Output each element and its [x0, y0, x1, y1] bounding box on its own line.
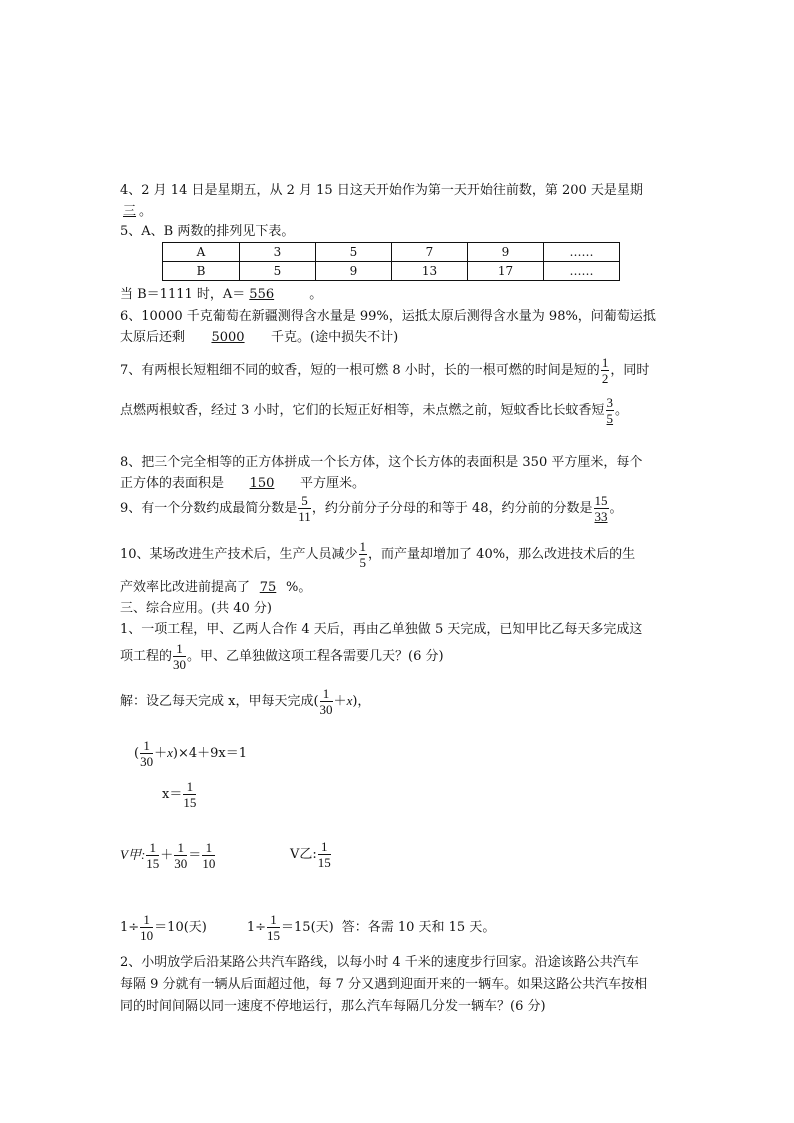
q10-line2: 产效率比改进前提高了 75 %。 — [120, 580, 312, 595]
p2-line2: 每隔 9 分就有一辆从后面超过他，每 7 分又遇到迎面开来的一辆车。如果这路公共汽车按相 — [120, 977, 648, 992]
q5-answer: 556 — [249, 287, 275, 302]
table-row — [163, 262, 620, 281]
section3-title: 三、综合应用。(共 40 分) — [120, 601, 272, 616]
table-cell: 3 — [240, 243, 316, 262]
fraction: $\frac{1}{10}$ — [140, 912, 154, 943]
q4-line1: 4、2 月 14 日是星期五，从 2 月 15 日这天开始作为第一天开始往前数，第 200 天是星期 — [120, 183, 643, 198]
p1-days: 1÷ $\frac{1}{10}$ ＝10(天) 1÷ $\frac{1}{15}$ ＝15(天) 答：各需 10 天和 15 天。 — [120, 912, 496, 943]
p1-line1: 1、一项工程，甲、乙两人合作 4 天后，再由乙单独做 5 天完成，已知甲比乙每天多完成这 — [120, 622, 643, 637]
p1-solution: 解：设乙每天完成 x，甲每天完成( $\frac{1}{30}$ ＋x)， — [120, 686, 371, 717]
q5-result: 当 B＝1111 时，A＝ 556 。 — [120, 287, 323, 302]
q6-line1: 6、10000 千克葡萄在新疆测得含水量是 99%，运抵太原后测得含水量为 98%，问葡萄运抵 — [120, 309, 656, 324]
fraction: $\frac{1}{15}$ — [146, 840, 160, 871]
q9-line: 9、有一个分数约成最简分数是 $\frac{5}{11}$ ，约分前分子分母的和等于 48，约分前的分数是 $\frac{15}{33}$ 。 — [120, 493, 623, 524]
q7-line2: 点燃两根蚊香，经过 3 小时，它们的长短正好相等，未点燃之前，短蚊香比长蚊香短 $\frac{3}{5}$ 。 — [120, 395, 629, 426]
table-cell: A — [163, 243, 240, 262]
q7-line1: 7、有两根长短粗细不同的蚊香，短的一根可燃 8 小时，长的一根可燃的时间是短的 $\frac{1}{2}$ ，同时 — [120, 355, 650, 386]
table-cell: 13 — [392, 262, 468, 281]
fraction: $\frac{1}{15}$ — [183, 779, 197, 810]
fraction: $\frac{1}{30}$ — [174, 840, 188, 871]
q9-answer: $\frac{15}{33}$ — [594, 493, 608, 524]
table-cell: 5 — [316, 243, 392, 262]
p1-speed-jia: V甲: $\frac{1}{15}$ ＋ $\frac{1}{30}$ ＝ $\frac{1}{10}$ — [120, 840, 216, 871]
table-cell: …… — [544, 243, 620, 262]
p1-answer: 答：各需 10 天和 15 天。 — [341, 920, 496, 935]
table-cell: 9 — [468, 243, 544, 262]
table-cell: B — [163, 262, 240, 281]
q6-line2: 太原后还剩 5000 千克。(途中损失不计) — [120, 330, 399, 345]
p2-line1: 2、小明放学后沿某路公共汽车路线，以每小时 4 千米的速度步行回家。沿途该路公共汽车 — [120, 955, 639, 970]
q8-line1: 8、把三个完全相等的正方体拼成一个长方体，这个长方体的表面积是 350 平方厘米，每个 — [120, 455, 643, 470]
table-cell: 7 — [392, 243, 468, 262]
p1-fraction: $\frac{1}{30}$ — [173, 641, 187, 672]
q8-answer: 150 — [249, 476, 275, 491]
q4-line2: 三 。 — [120, 204, 152, 220]
q5-table — [162, 242, 620, 281]
p1-line2: 项工程的 $\frac{1}{30}$ 。甲、乙单独做这项工程各需要几天？(6 分) — [120, 641, 444, 672]
q10-fraction: $\frac{1}{5}$ — [359, 539, 367, 570]
fraction: $\frac{1}{30}$ — [319, 686, 333, 717]
fraction: $\frac{1}{30}$ — [140, 738, 154, 769]
fraction: $\frac{1}{15}$ — [317, 839, 331, 870]
p1-speed-yi: V乙: $\frac{1}{15}$ — [290, 839, 331, 870]
table-row — [163, 243, 620, 262]
table-cell: 9 — [316, 262, 392, 281]
q10-line1: 10、某场改进生产技术后，生产人员减少 $\frac{1}{5}$ ，而产量却增加了 40%，那么改进技术后的生 — [120, 539, 636, 570]
table-cell: …… — [544, 262, 620, 281]
q4-answer: 三 — [123, 204, 137, 219]
p1-equation-1: ( $\frac{1}{30}$ ＋x)×4＋9x＝1 — [134, 738, 247, 769]
table-cell: 17 — [468, 262, 544, 281]
fraction: $\frac{1}{15}$ — [267, 912, 281, 943]
p1-equation-2: x＝ $\frac{1}{15}$ — [162, 779, 197, 810]
q7-answer: $\frac{3}{5}$ — [606, 395, 614, 426]
q8-line2: 正方体的表面积是 150 平方厘米。 — [120, 476, 366, 491]
q6-answer: 5000 — [211, 330, 245, 345]
q10-answer: 75 — [259, 580, 277, 595]
p2-line3: 同的时间间隔以同一速度不停地运行，那么汽车每隔几分发一辆车？(6 分) — [120, 999, 546, 1014]
q9-fraction: $\frac{5}{11}$ — [298, 493, 311, 524]
q5-intro: 5、A、B 两数的排列见下表。 — [120, 224, 295, 239]
table-cell: 5 — [240, 262, 316, 281]
q7-fraction: $\frac{1}{2}$ — [601, 355, 609, 386]
fraction: $\frac{1}{10}$ — [202, 840, 216, 871]
